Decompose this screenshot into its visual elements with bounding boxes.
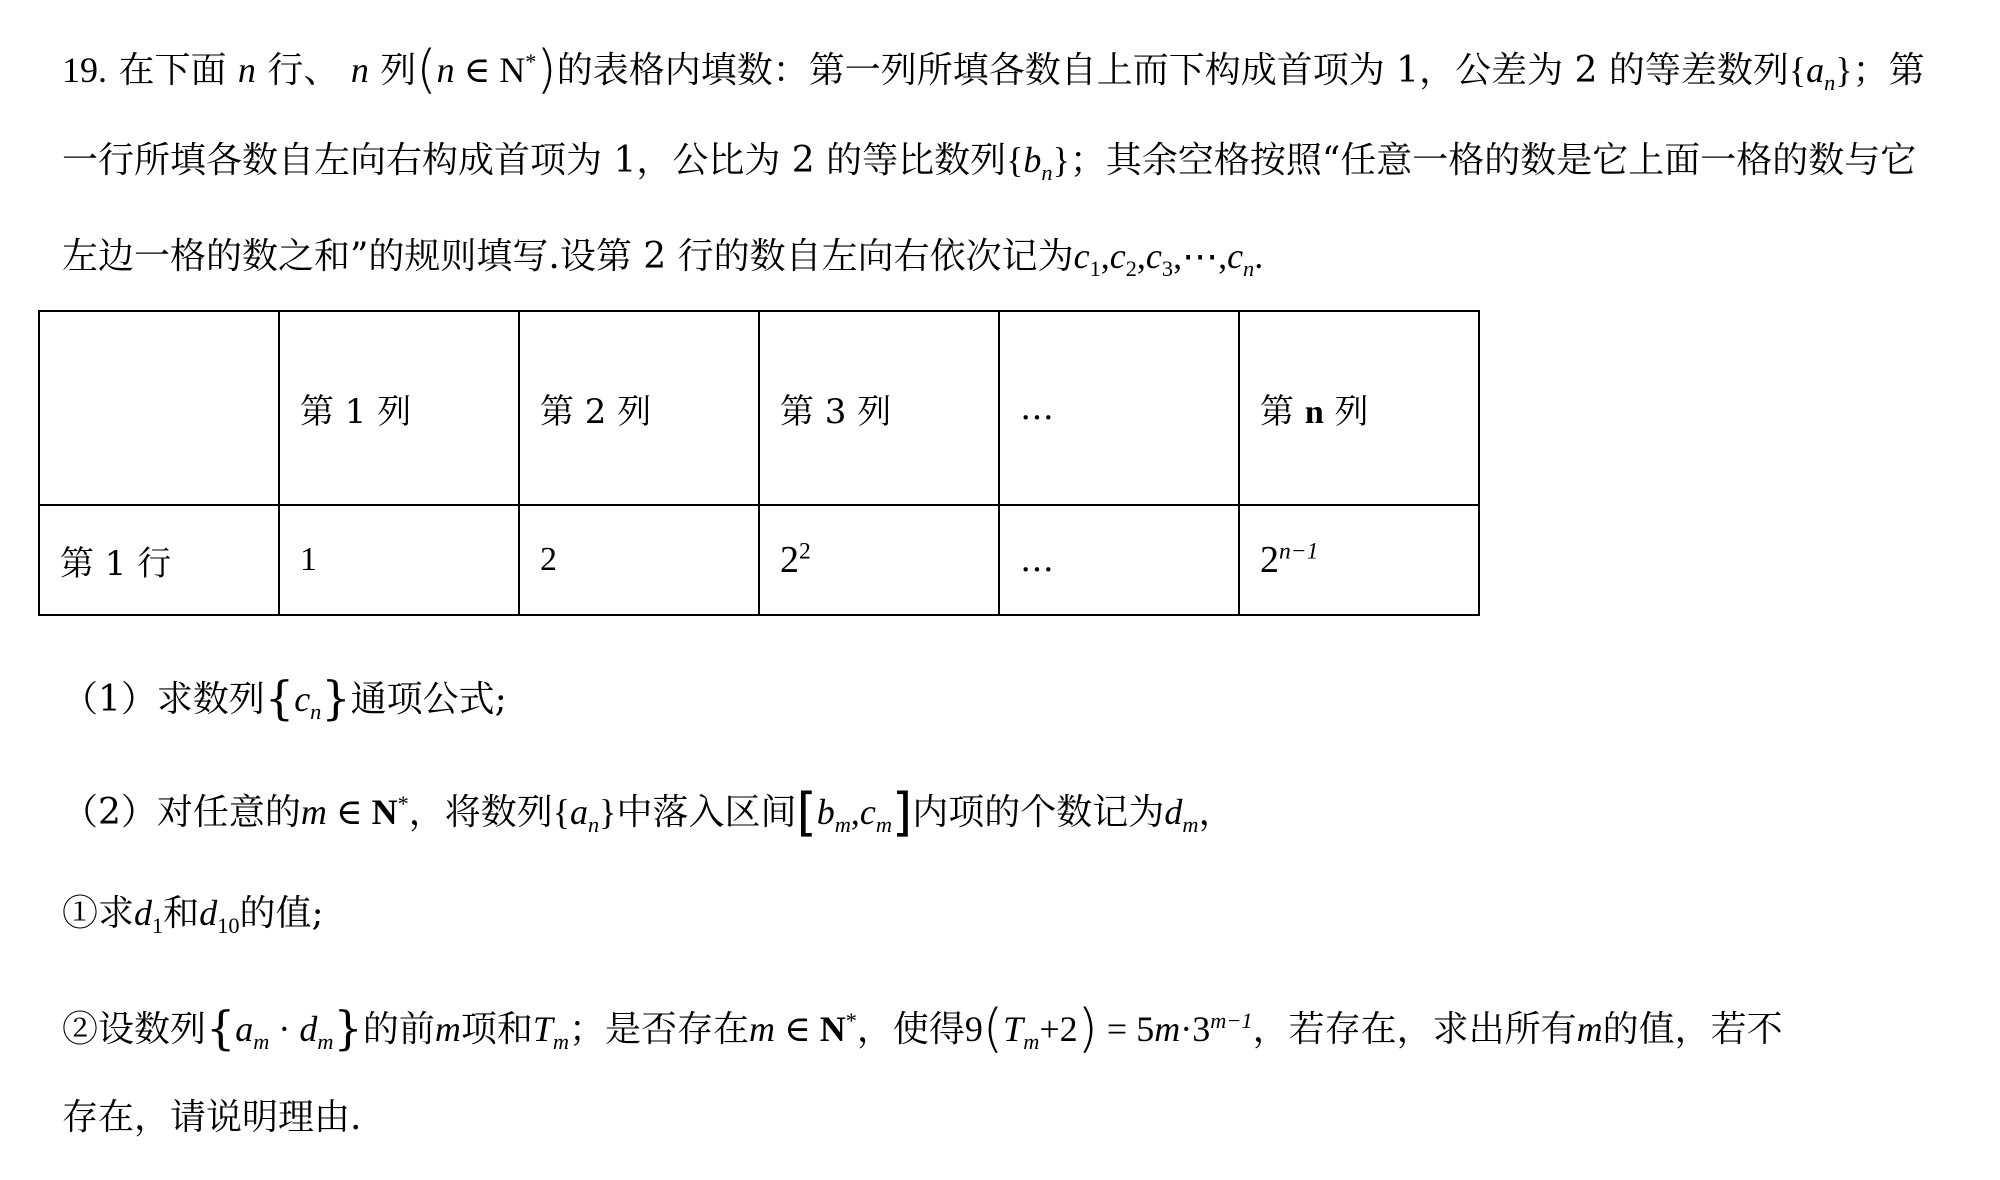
var-c: c	[294, 679, 311, 719]
text: 通项公式;	[350, 679, 507, 720]
var-d: d	[1164, 792, 1183, 832]
text: 行、	[267, 50, 340, 91]
var-T: T	[532, 1009, 553, 1049]
text: 和	[163, 893, 200, 934]
sub: m	[834, 812, 851, 838]
text: 的值，若不	[1602, 1009, 1783, 1050]
var-m: m	[300, 792, 327, 832]
text: ，若存在，求出所有	[1252, 1009, 1577, 1050]
var-m: m	[1576, 1009, 1603, 1049]
text: ①求	[62, 893, 135, 934]
text: = 5	[1097, 1009, 1155, 1049]
text: 项和	[460, 1009, 533, 1050]
sub: m	[1182, 812, 1199, 838]
var-n: n	[436, 50, 455, 90]
problem-line-2: 一行所填各数自左向右构成首项为 1，公比为 2 的等比数列$\{b_n\}$；其余空格按照“任意一格的数是它上面一格的数与它	[62, 140, 1917, 186]
seq-a: a	[1806, 50, 1825, 90]
question-2b-cont	[62, 1097, 362, 1138]
seq-a: a	[570, 792, 589, 832]
var-d: d	[299, 1009, 318, 1049]
seq-b: b	[1023, 140, 1042, 180]
ellipsis: ⋯	[1182, 236, 1219, 276]
text: 左边一格的数之和”的规则填写.设第 2 行的数自左向右依次记为	[62, 236, 1074, 277]
var-T: T	[1003, 1009, 1024, 1049]
text: 中落入区间	[616, 792, 797, 833]
text: 在下面	[118, 50, 227, 91]
seq-b: b	[816, 792, 835, 832]
star: *	[845, 1008, 857, 1033]
sub: n	[1824, 70, 1836, 96]
var-c: c	[1145, 236, 1162, 276]
exponent: m−1	[1210, 1008, 1253, 1033]
sub: m	[875, 812, 892, 838]
var-c: c	[859, 792, 876, 832]
var-c: c	[1227, 236, 1244, 276]
sub: m	[552, 1029, 570, 1055]
sub: m	[317, 1029, 334, 1055]
table-cell: 1	[279, 505, 519, 615]
text: 第	[1260, 391, 1305, 432]
text: 的前	[362, 1009, 435, 1050]
sub: m	[253, 1029, 270, 1055]
text: 一行所填各数自左向右构成首项为 1，公比为 2 的等比数列	[62, 140, 1007, 181]
set-N: N	[819, 1009, 846, 1049]
sub: n	[310, 699, 322, 725]
text: ·3	[1180, 1009, 1211, 1049]
text: ，将数列	[408, 792, 553, 833]
table-header-row	[39, 311, 1479, 505]
sub: 2	[1125, 256, 1137, 282]
var-m: m	[434, 1009, 461, 1049]
var-m: m	[1154, 1009, 1181, 1049]
sub: 1	[152, 913, 164, 939]
sub: m	[1023, 1029, 1040, 1055]
table-cell: 第 2 列	[519, 311, 759, 505]
exponent: n−1	[1279, 538, 1319, 565]
table-cell: 2	[519, 505, 759, 615]
seq-a: a	[235, 1009, 254, 1049]
var-c: c	[1109, 236, 1126, 276]
sub: n	[588, 812, 600, 838]
text: ，使得	[856, 1009, 965, 1050]
var-n: n	[1304, 393, 1324, 431]
table-cell: …	[999, 311, 1239, 505]
var-d: d	[199, 893, 218, 933]
text: ；是否存在	[569, 1009, 750, 1050]
text: 存在，请说明理由.	[62, 1097, 362, 1138]
var-n: n	[237, 50, 256, 90]
text: ；其余空格按照“任意一格的数是它上面一格的数与它	[1069, 140, 1917, 181]
paren: )	[536, 40, 557, 100]
question-1: （1）求数列$\{c_n\}$通项公式;	[62, 671, 507, 725]
text: 列	[1323, 391, 1369, 432]
table-cell: …	[999, 505, 1239, 615]
paren: (	[416, 40, 437, 100]
table-cell	[1239, 505, 1479, 615]
question-2a	[62, 895, 324, 938]
set-N: N	[371, 792, 398, 832]
sub: n	[1041, 160, 1053, 186]
text: 2	[780, 539, 799, 581]
star: *	[525, 49, 537, 74]
table-cell	[39, 311, 279, 505]
question-2b: ②设数列$\{a_m \cdot d_m\}$的前m项和$T_m$；是否存在m ∈ N*，使得$9(T_m+2) = 5m\cdot 3^{m-1}$，若存在，求出所有m的值，若不	[62, 999, 1783, 1059]
problem-line-1: 19. 在下面 n 行、 n 列(n ∈ N*)的表格内填数：第一列所填各数自上而下构成首项为 1，公差为 2 的等差数列$\{a_n\}$；第	[62, 40, 1925, 100]
text: 的值;	[239, 893, 324, 934]
var-n: n	[350, 50, 369, 90]
sub: 3	[1161, 256, 1174, 282]
sub: n	[1243, 256, 1255, 282]
star: *	[397, 791, 409, 816]
sub: 1	[1089, 256, 1101, 282]
text: 2	[1260, 539, 1279, 581]
text: ②设数列	[62, 1009, 207, 1050]
text: 9	[964, 1009, 983, 1049]
table-cell	[1239, 311, 1479, 505]
sub: 10	[217, 913, 240, 939]
text: ，	[1198, 792, 1235, 833]
text: +2	[1039, 1009, 1078, 1049]
table-cell: 第 1 列	[279, 311, 519, 505]
var-m: m	[749, 1009, 776, 1049]
text: ；第	[1852, 50, 1925, 91]
table-cell: 第 1 行	[39, 505, 279, 615]
table-cell	[759, 505, 999, 615]
text: 内项的个数记为	[912, 792, 1165, 833]
exponent: 2	[799, 538, 811, 565]
var-c: c	[1073, 236, 1090, 276]
number-table	[38, 310, 1480, 616]
set-N: N	[499, 50, 526, 90]
problem-line-3: 左边一格的数之和”的规则填写.设第 2 行的数自左向右依次记为$c_1,c_2,c_3,\cdots,c_n$.	[62, 236, 1264, 282]
var-d: d	[134, 893, 153, 933]
problem-number: 19.	[62, 50, 107, 90]
question-2: （2）对任意的m ∈ N*，将数列$\{a_n\}$中落入区间$[b_m,c_m]$内项的个数记为$d_m$，	[62, 783, 1235, 843]
table-cell: 第 3 列	[759, 311, 999, 505]
text: （1）求数列	[62, 679, 265, 720]
text: （2）对任意的	[62, 792, 301, 833]
text: 的表格内填数：第一列所填各数自上而下构成首项为 1，公差为 2 的等差数列	[556, 50, 1789, 91]
text: 列	[380, 50, 417, 91]
table-row	[39, 505, 1479, 615]
